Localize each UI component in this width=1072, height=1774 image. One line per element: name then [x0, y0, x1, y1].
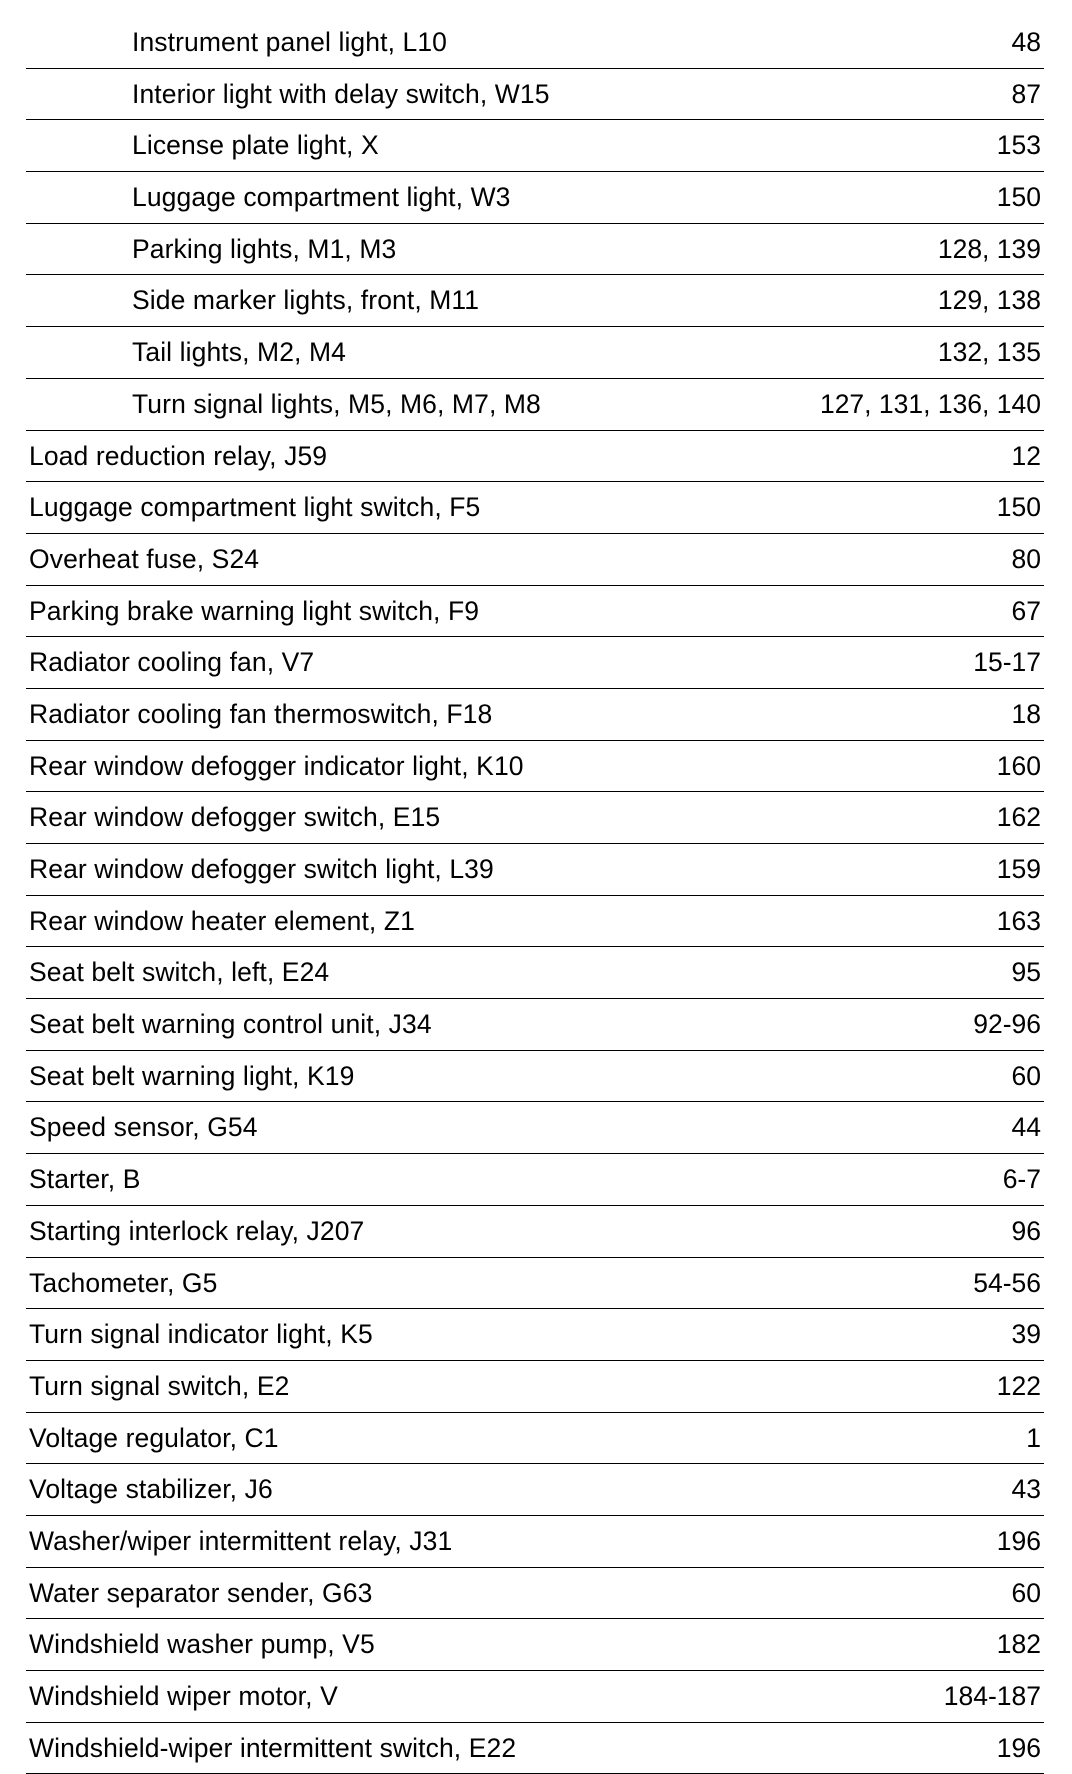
- page-reference: 159: [996, 854, 1041, 884]
- page-reference: 162: [996, 802, 1041, 833]
- index-subentry-row: [26, 379, 1044, 431]
- component-label: Seat belt warning light, K19: [29, 1060, 355, 1091]
- index-entry-row: [26, 999, 1044, 1051]
- page-reference: 15-17: [973, 647, 1041, 678]
- page-reference: 132, 135: [937, 337, 1041, 368]
- page-reference: 80: [1011, 543, 1041, 574]
- component-label: Side marker lights, front, M11: [132, 285, 480, 316]
- component-label: Interior light with delay switch, W15: [132, 78, 550, 109]
- component-label: Water separator sender, G63: [29, 1577, 373, 1608]
- component-label: Starting interlock relay, J207: [29, 1215, 365, 1246]
- index-subentry-row: [26, 120, 1044, 172]
- component-label: Turn signal indicator light, K5: [29, 1319, 373, 1350]
- page-reference: 44: [1011, 1112, 1041, 1143]
- index-entry-row: [26, 1723, 1044, 1774]
- page-reference: 163: [996, 905, 1041, 936]
- index-entry-row: [26, 1309, 1044, 1361]
- index-entry-row: [26, 482, 1044, 534]
- index-entry-row: [26, 1102, 1044, 1154]
- page-reference: 12: [1011, 440, 1041, 471]
- index-entry-row: [26, 1361, 1044, 1413]
- index-entry-row: [26, 896, 1044, 948]
- index-entry-row: [26, 1258, 1044, 1310]
- component-label: Tachometer, G5: [29, 1267, 218, 1298]
- page-reference: 48: [1011, 27, 1041, 57]
- index-entry-row: [26, 689, 1044, 741]
- component-label: Radiator cooling fan, V7: [29, 647, 315, 678]
- page-reference: 153: [996, 130, 1041, 161]
- page-reference: 60: [1011, 1060, 1041, 1091]
- page-reference: 128, 139: [937, 233, 1041, 264]
- page-reference: 67: [1011, 595, 1041, 626]
- index-entry-row: [26, 792, 1044, 844]
- component-label: Radiator cooling fan thermoswitch, F18: [29, 698, 493, 729]
- component-label: Luggage compartment light, W3: [132, 182, 511, 213]
- index-entry-row: [26, 1413, 1044, 1465]
- component-label: Load reduction relay, J59: [29, 440, 328, 471]
- page-reference: 196: [996, 1732, 1041, 1763]
- index-entry-row: [26, 1516, 1044, 1568]
- page-reference: 160: [996, 750, 1041, 781]
- page-reference: 95: [1011, 957, 1041, 988]
- index-entry-row: [26, 534, 1044, 586]
- page-reference: 92-96: [973, 1009, 1041, 1040]
- page-reference: 129, 138: [937, 285, 1041, 316]
- component-label: Starter, B: [29, 1164, 141, 1195]
- page-reference: 150: [996, 182, 1041, 213]
- component-label: Voltage stabilizer, J6: [29, 1474, 273, 1505]
- index-subentry-row: [26, 327, 1044, 379]
- component-label: Rear window defogger indicator light, K10: [29, 750, 524, 781]
- component-label: Parking lights, M1, M3: [132, 233, 397, 264]
- page-reference: 39: [1011, 1319, 1041, 1350]
- index-subentry-row: [26, 172, 1044, 224]
- component-label: Parking brake warning light switch, F9: [29, 595, 480, 626]
- component-label: Turn signal switch, E2: [29, 1370, 290, 1401]
- index-entry-row: [26, 844, 1044, 896]
- component-index-table: [26, 17, 1044, 1774]
- component-label: Washer/wiper intermittent relay, J31: [29, 1525, 453, 1556]
- index-entry-row: [26, 947, 1044, 999]
- page-reference: 184-187: [943, 1681, 1041, 1711]
- index-entry-row: [26, 1206, 1044, 1258]
- page-reference: 96: [1011, 1215, 1041, 1246]
- page-reference: 127, 131, 136, 140: [819, 388, 1041, 419]
- index-entry-row: [26, 1154, 1044, 1206]
- page-reference: 1: [1026, 1422, 1041, 1453]
- page-reference: 182: [996, 1629, 1041, 1660]
- page-reference: 87: [1011, 78, 1041, 109]
- component-label: Seat belt switch, left, E24: [29, 957, 330, 988]
- component-label: Overheat fuse, S24: [29, 543, 260, 574]
- component-label: Instrument panel light, L10: [132, 27, 448, 57]
- component-label: Rear window heater element, Z1: [29, 905, 415, 936]
- component-label: Windshield washer pump, V5: [29, 1629, 375, 1660]
- component-label: License plate light, X: [132, 130, 379, 161]
- component-label: Rear window defogger switch, E15: [29, 802, 441, 833]
- index-subentry-row: [26, 69, 1044, 121]
- component-label: Rear window defogger switch light, L39: [29, 854, 494, 884]
- page-reference: 6-7: [1002, 1164, 1041, 1195]
- component-label: Speed sensor, G54: [29, 1112, 258, 1143]
- index-entry-row: [26, 1619, 1044, 1671]
- index-entry-row: [26, 431, 1044, 483]
- index-entry-row: [26, 1568, 1044, 1620]
- component-label: Luggage compartment light switch, F5: [29, 492, 481, 523]
- page-reference: 122: [996, 1370, 1041, 1401]
- index-entry-row: [26, 741, 1044, 793]
- component-label: Turn signal lights, M5, M6, M7, M8: [132, 388, 541, 419]
- index-subentry-row: [26, 17, 1044, 69]
- index-entry-row: [26, 637, 1044, 689]
- index-entry-row: [26, 1671, 1044, 1723]
- component-label: Seat belt warning control unit, J34: [29, 1009, 432, 1040]
- page-reference: 18: [1011, 698, 1041, 729]
- component-label: Windshield wiper motor, V: [29, 1681, 338, 1711]
- page-reference: 150: [996, 492, 1041, 523]
- component-label: Windshield-wiper intermittent switch, E22: [29, 1732, 517, 1763]
- component-label: Voltage regulator, C1: [29, 1422, 279, 1453]
- page-reference: 60: [1011, 1577, 1041, 1608]
- component-label: Tail lights, M2, M4: [132, 337, 346, 368]
- index-subentry-row: [26, 275, 1044, 327]
- index-entry-row: [26, 1464, 1044, 1516]
- index-entry-row: [26, 1051, 1044, 1103]
- page-reference: 196: [996, 1525, 1041, 1556]
- page-reference: 54-56: [973, 1267, 1041, 1298]
- index-entry-row: [26, 586, 1044, 638]
- page-reference: 43: [1011, 1474, 1041, 1505]
- index-subentry-row: [26, 224, 1044, 276]
